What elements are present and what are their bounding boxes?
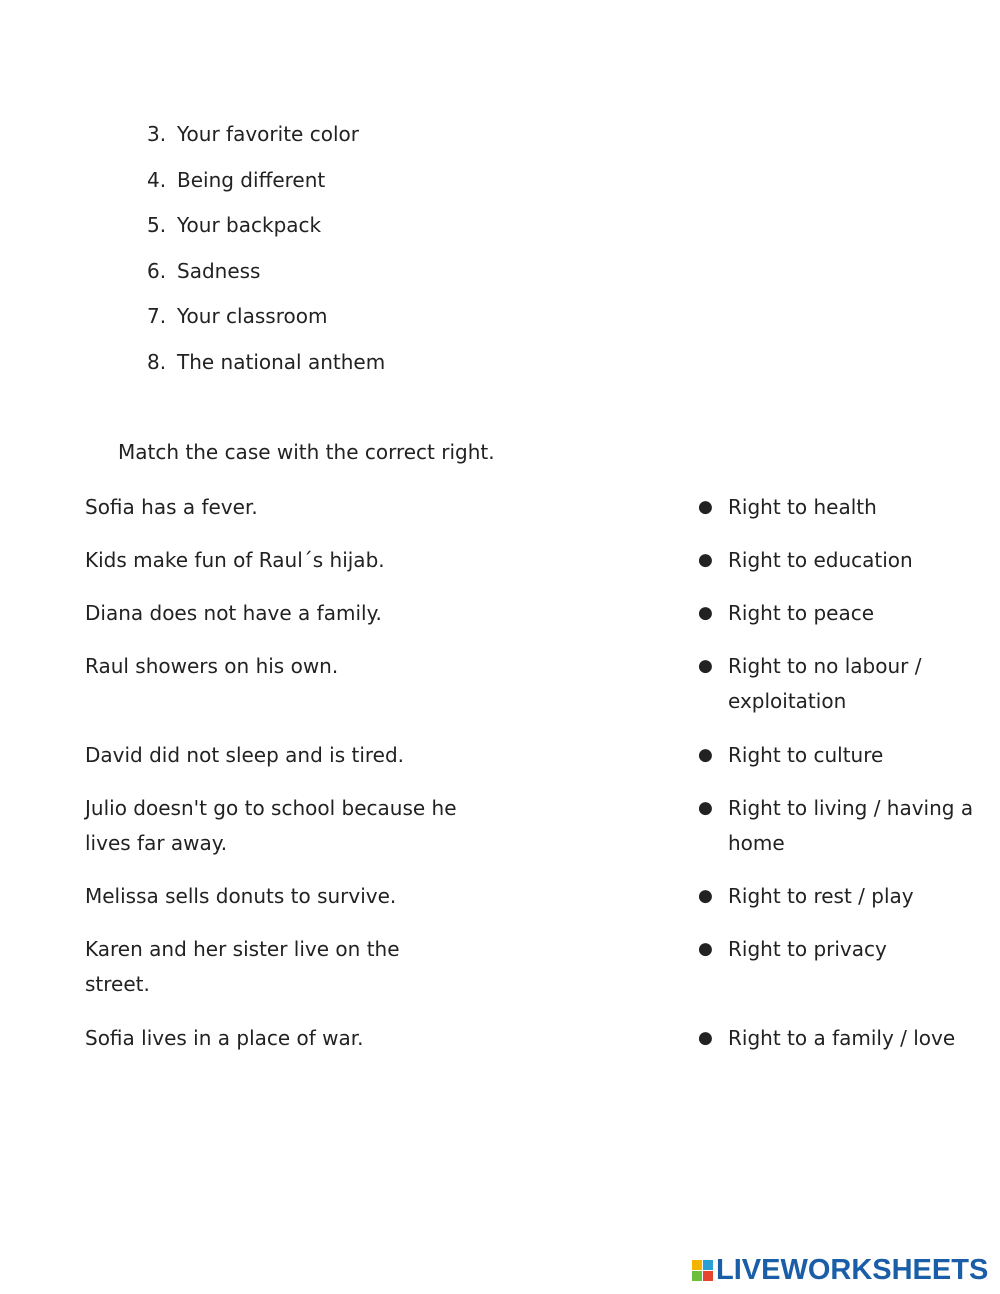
right-text: Right to living / having a home [728,796,974,855]
right-item [698,879,988,914]
bullet: ● [698,603,713,623]
case-item: Karen and her sister live on the street. [85,937,400,996]
list-item [147,165,385,211]
list-text: Being different [177,167,326,192]
right-item [698,543,988,578]
list-number: 6. [147,258,167,283]
list-number: 8. [147,349,167,374]
instruction-text: Match the case with the correct right. [118,440,495,464]
right-text: Right to privacy [728,937,887,961]
bullet: ● [698,656,713,676]
logo-text: LIVEWORKSHEETS [716,1254,989,1286]
list-number: 5. [147,213,167,237]
bullet: ● [698,798,713,818]
list-number: 4. [147,167,167,192]
case-item: Julio doesn't go to school because he lives far away. [85,796,457,855]
case-item: Kids make fun of Raul´s hijab. [85,548,385,572]
list-item [147,301,385,347]
right-item [698,791,988,861]
list-item [147,256,385,302]
bullet: ● [698,497,713,517]
right-item [698,649,988,719]
right-item [698,738,988,773]
bullet: ● [698,939,713,959]
list-item [147,347,385,393]
case-item: Sofia lives in a place of war. [85,1026,364,1050]
list-text: The national anthem [177,349,386,374]
right-text: Right to a family / love [728,1026,956,1050]
list-text: Your classroom [177,304,328,328]
right-item [698,1021,988,1056]
list-text: Sadness [177,258,261,283]
case-item: Sofia has a fever. [85,495,258,519]
list-item [147,119,385,165]
right-text: Right to peace [728,601,875,625]
right-text: Right to culture [728,743,884,767]
case-item: Raul showers on his own. [85,654,339,678]
right-text: Right to no labour / exploitation [728,654,922,713]
case-item: Diana does not have a family. [85,601,382,625]
right-text: Right to rest / play [728,884,914,908]
right-item [698,490,988,525]
bullet: ● [698,886,713,906]
case-item: Melissa sells donuts to survive. [85,884,397,908]
logo-mark-icon [692,1260,713,1281]
case-item: David did not sleep and is tired. [85,743,405,767]
numbered-list [147,119,385,392]
list-text: Your backpack [177,213,322,237]
list-text: Your favorite color [177,122,359,146]
bullet: ● [698,745,713,765]
list-number: 3. [147,122,167,146]
bullet: ● [698,1028,713,1048]
list-item [147,210,385,256]
right-text: Right to health [728,495,877,519]
liveworksheets-logo [692,1254,988,1286]
right-text: Right to education [728,548,913,572]
right-item [698,596,988,631]
bullet: ● [698,550,713,570]
list-number: 7. [147,304,167,328]
right-item [698,932,988,967]
